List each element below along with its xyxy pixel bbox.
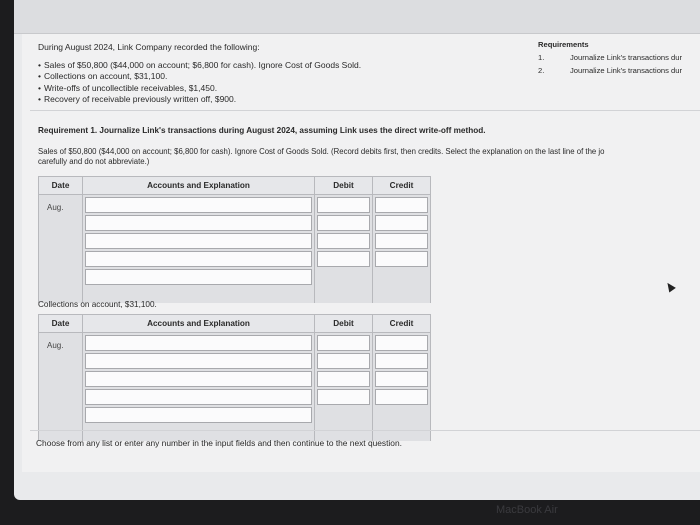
debit-input[interactable] [317,233,370,249]
col-date: Date [39,315,83,333]
debit-input[interactable] [317,215,370,231]
col-credit: Credit [373,177,431,195]
debit-input[interactable] [317,353,370,369]
list-item: • Sales of $50,800 ($44,000 on account; $6,800 for cash). Ignore Cost of Goods Sold. [38,60,361,71]
col-date: Date [39,177,83,195]
intro [38,42,361,105]
requirements-box [538,40,700,79]
collections-label: Collections on account, $31,100. [38,300,157,309]
requirement-number: 2. [538,66,545,75]
debit-input[interactable] [317,335,370,351]
col-debit: Debit [315,315,373,333]
divider [30,430,700,431]
credit-input[interactable] [375,197,428,213]
account-input[interactable] [85,197,312,213]
account-input[interactable] [85,371,312,387]
debit-input[interactable] [317,251,370,267]
col-debit: Debit [315,177,373,195]
debit-input[interactable] [317,197,370,213]
explanation-input[interactable] [85,407,312,423]
list-item: • Collections on account, $31,100. [38,71,361,82]
device-label: MacBook Air [496,504,558,516]
requirement1-title: Requirement 1. Journalize Link's transactions during August 2024, assuming Link uses the direct write-off method. [38,126,486,135]
screen [14,0,700,500]
date-cell: Aug. [39,195,83,303]
accounts-cell [83,195,315,303]
requirement-text: Journalize Link's transactions dur [570,53,683,62]
credit-input[interactable] [375,371,428,387]
col-credit: Credit [373,315,431,333]
journal-table-collections [38,314,431,441]
question-panel [22,34,700,472]
credit-input[interactable] [375,335,428,351]
requirement-item [538,53,700,62]
list-item: • Write-offs of uncollectible receivables, $1,450. [38,83,361,94]
col-accounts: Accounts and Explanation [83,315,315,333]
date-cell: Aug. [39,333,83,441]
debit-input[interactable] [317,389,370,405]
credit-input[interactable] [375,353,428,369]
accounts-cell [83,333,315,441]
debit-cell [315,195,373,303]
explanation-input[interactable] [85,269,312,285]
debit-input[interactable] [317,371,370,387]
intro-heading: During August 2024, Link Company recorded the following: [38,42,260,52]
list-item: • Recovery of receivable previously written off, $900. [38,94,361,105]
journal-table-sales [38,176,431,303]
account-input[interactable] [85,335,312,351]
requirement-text: Journalize Link's transactions dur [570,66,683,75]
requirement-number: 1. [538,53,545,62]
credit-input[interactable] [375,251,428,267]
credit-input[interactable] [375,215,428,231]
divider [30,110,700,111]
credit-input[interactable] [375,389,428,405]
account-input[interactable] [85,251,312,267]
account-input[interactable] [85,215,312,231]
requirement1-description: Sales of $50,800 ($44,000 on account; $6,800 for cash). Ignore Cost of Goods Sold. (Record debits first, then credits. Select the explanation on the last line of the jo carefully and do not abbreviate.) [38,147,605,166]
debit-cell [315,333,373,441]
requirements-title: Requirements [538,40,589,49]
account-input[interactable] [85,389,312,405]
account-input[interactable] [85,233,312,249]
requirement-item [538,66,700,75]
mouse-cursor-icon [664,281,676,293]
browser-top-bar [14,0,700,34]
account-input[interactable] [85,353,312,369]
credit-cell [373,195,431,303]
credit-input[interactable] [375,233,428,249]
col-accounts: Accounts and Explanation [83,177,315,195]
footer-instruction: Choose from any list or enter any number in the input fields and then continue to the next question. [36,438,402,448]
transaction-list [38,60,361,105]
credit-cell [373,333,431,441]
